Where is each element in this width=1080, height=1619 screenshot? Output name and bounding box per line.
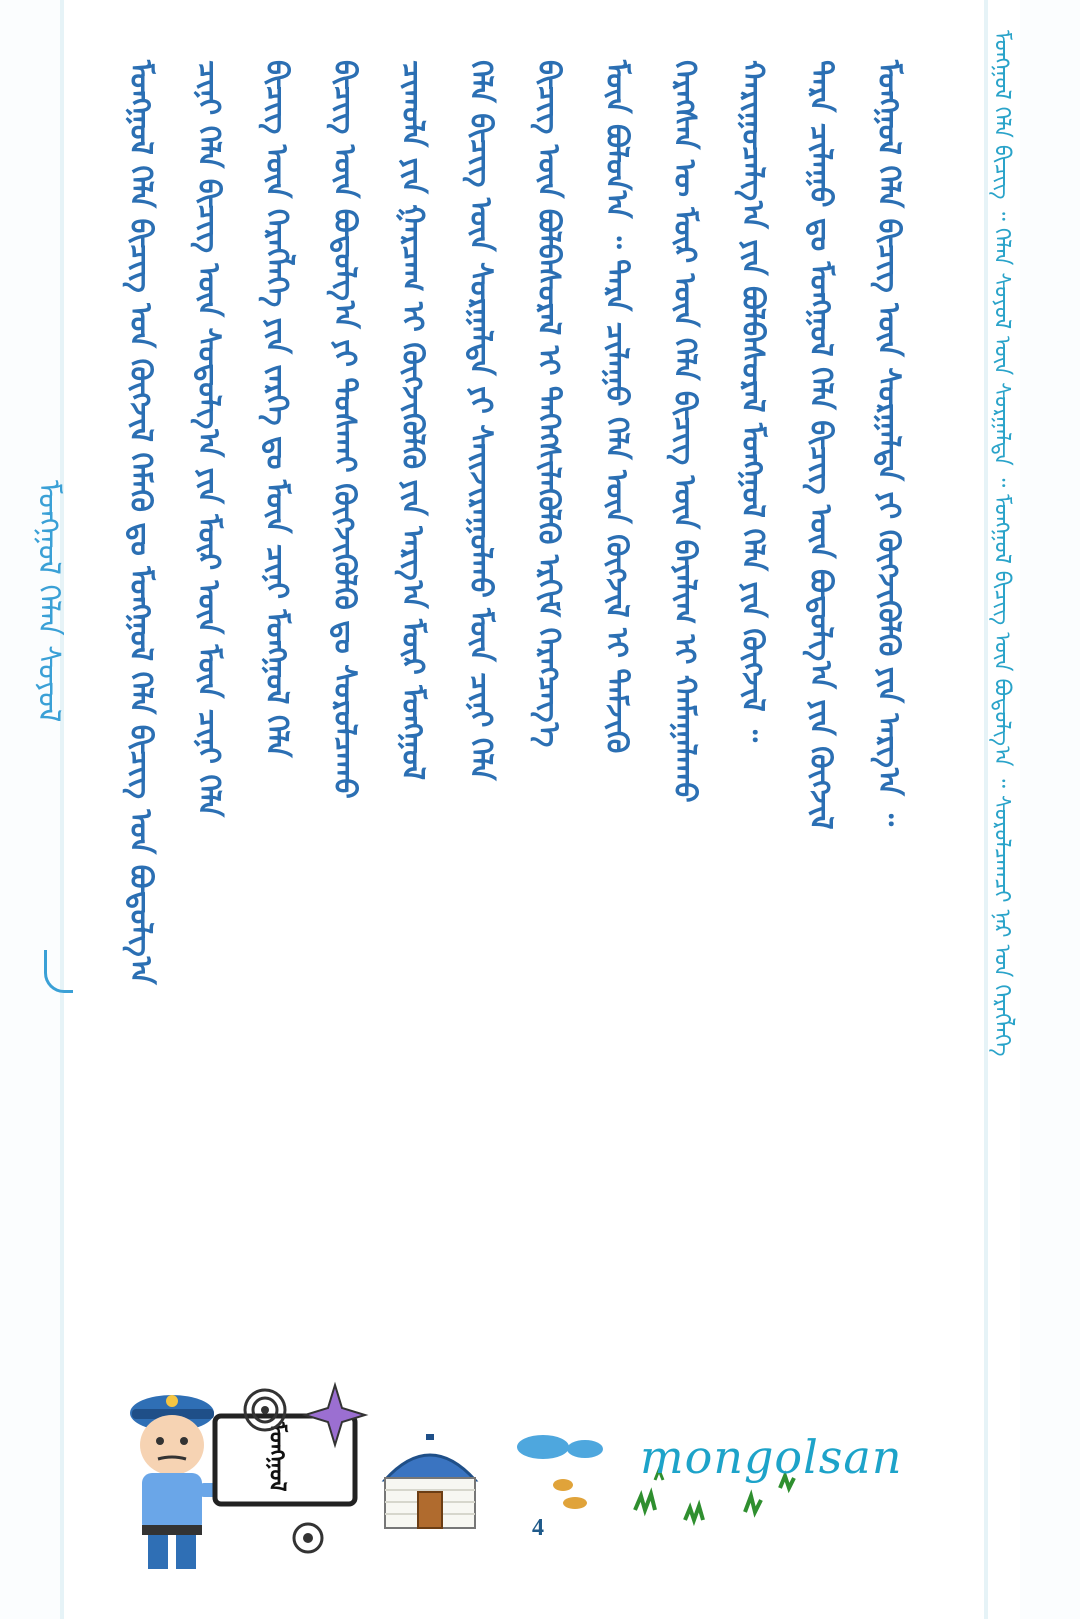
body-column: ᠬᠠᠷᠢᠭᠤᠴᠠᠯᠭ᠎ᠠ ᠶᠢᠨ ᠪᠣᠯᠪᠠᠰᠤᠷᠠᠯ ᠮᠣᠩᠭᠣᠯ ᠬᠡᠯᠡ ᠶᠢᠨ ᠬᠥᠭᠵᠢᠯ ᠃ <box>735 60 770 742</box>
spiral-icon <box>290 1520 326 1556</box>
brand-logo-text: mongolsan <box>640 1430 903 1484</box>
right-margin <box>1020 0 1080 1619</box>
body-column: ᠲᠡᠷᠡ ᠴᠢᠯᠠᠭᠤ ᠳᠤ ᠮᠣᠩᠭᠣᠯ ᠬᠡᠯᠡ ᠪᠢᠴᠢᠭ ᠦᠨ ᠪᠣᠳᠣᠯᠭ᠎ᠠ ᠶᠢᠨ ᠬᠥᠭᠵᠢᠯ <box>803 60 838 830</box>
footer-text: ᠮᠣᠩᠭᠣᠯ ᠬᠡᠯᠡ ᠪᠢᠴᠢᠭ ᠃ ᠬᠡᠯᠡᠨ ᠰᠣᠶᠣᠯ ᠦᠨ ᠰᠤᠷᠭᠠᠯᠲᠠ ᠃ ᠮᠣᠩᠭᠣᠯ ᠪᠢᠴᠢᠭ ᠦᠨ ᠪᠣᠳᠣᠯᠭ᠎ᠠ ᠃ ᠰᠤᠷᠤᠯᠴᠠᠭᠴᠢ ᠨᠠᠷ ᠤᠨ ᠬᠡᠷᠡᠭᠯᠡᠭᠡ <box>989 30 1014 1057</box>
spiral-icon <box>240 1385 290 1435</box>
body-column: ᠴᠢᠬᠤᠯᠠ ᠶᠢᠨ ᠭᠠᠷᠴᠠᠭ ᠢ ᠬᠥᠭᠵᠢᠭᠦᠯᠬᠦ ᠶᠢᠨ ᠠᠷᠭ᠎ᠠ ᠮᠥᠷ ᠮᠣᠩᠭᠣᠯ <box>395 60 430 781</box>
body-column: ᠮᠥᠨ ᠪᠣᠯᠣᠨ᠎ᠠ ᠃ ᠲᠡᠷᠡ ᠴᠢᠯᠠᠭᠤ ᠬᠡᠯᠡ ᠦᠨ ᠬᠥᠭᠵᠢᠯ ᠢ ᠳᠡᠮᠵᠢᠬᠦ <box>599 60 634 754</box>
page-title <box>22 480 82 980</box>
title-swirl-icon <box>44 950 73 993</box>
body-column: ᠬᠡᠷᠡᠭᠰᠡᠨ ᠦ ᠮᠥᠷ ᠦᠨ ᠬᠡᠯᠡ ᠪᠢᠴᠢᠭ ᠦᠨ ᠪᠠᠶᠠᠯᠢᠭ ᠢ ᠬᠠᠮᠠᠭᠠᠯᠠᠬᠤ <box>667 60 702 803</box>
page-number: 4 <box>532 1515 544 1541</box>
stones-icon <box>545 1475 595 1520</box>
sparkle-icon <box>300 1380 370 1450</box>
body-column: ᠪᠢᠴᠢᠭ ᠦᠨ ᠪᠣᠳᠣᠯᠭ᠎ᠠ ᠶᠢ ᠲᠤᠰᠬᠠᠢ ᠬᠥᠭᠵᠢᠭᠦᠯᠬᠦ ᠳᠤ ᠰᠤᠷᠤᠯᠴᠠᠬᠤ <box>327 60 362 799</box>
body-column: ᠬᠡᠯᠡ ᠪᠢᠴᠢᠭ ᠦᠨ ᠰᠤᠷᠭᠠᠯᠲᠠ ᠶᠢ ᠰᠠᠢᠵᠢᠷᠠᠭᠤᠯᠬᠤ ᠮᠥᠨ ᠴᠢᠨᠢ ᠬᠡᠯᠡ <box>463 60 498 781</box>
body-column: ᠪᠢᠴᠢᠭ ᠦᠨ ᠬᠡᠷᠡᠭᠯᠡᠭᠡ ᠶᠢᠨ ᠵᠡᠷᠭᠡ ᠳᠤ ᠮᠥᠨ ᠴᠢᠨᠢ ᠮᠣᠩᠭᠣᠯ ᠬᠡᠯᠡ <box>259 60 294 758</box>
body-column: ᠮᠣᠩᠭᠣᠯ ᠬᠡᠯᠡ ᠪᠢᠴᠢᠭ ᠦᠨ ᠰᠤᠷᠭᠠᠯᠲᠠ ᠶᠢ ᠬᠥᠭᠵᠢᠭᠦᠯᠬᠦ ᠶᠢᠨ ᠠᠷᠭ᠎ᠠ ᠃ <box>871 60 906 826</box>
body-column: ᠴᠢᠨᠢ ᠬᠡᠯᠡ ᠪᠢᠴᠢᠭ ᠦᠨ ᠰᠤᠳᠤᠯᠭ᠎ᠠ ᠶᠢᠨ ᠮᠥᠷ ᠦᠨ ᠮᠥᠨ ᠴᠢᠨᠢ ᠬᠡᠯᠡ <box>191 60 226 818</box>
body-column: ᠪᠢᠴᠢᠭ ᠦᠨ ᠪᠣᠯᠪᠠᠰᠤᠷᠠᠯ ᠢ ᠳᠡᠭᠡᠭᠰᠢᠯᠡᠭᠦᠯᠬᠦ ᠡᠷᠬᠢᠮ ᠬᠡᠷᠡᠭᠴᠡᠭ᠎ᠡ <box>531 60 566 748</box>
yurt-icon <box>370 1420 490 1540</box>
sign-text: ᠮᠣᠩᠭᠣᠯ <box>264 1422 289 1492</box>
cloud-icon <box>515 1425 610 1465</box>
page-title-text: ᠮᠣᠩᠭᠣᠯ ᠬᠡᠯᠡᠨ ᠰᠣᠶᠣᠯ <box>31 480 66 723</box>
body-column: ᠮᠣᠩᠭᠣᠯ ᠬᠡᠯᠡ ᠪᠢᠴᠢᠭ ᠤᠨ ᠬᠥᠭᠵᠢᠯ ᠬᠡᠮᠡᠬᠦ ᠳᠤ ᠮᠣᠩᠭᠣᠯ ᠬᠡᠯᠡ ᠪᠢᠴᠢᠭ ᠤᠨ ᠪᠣᠳᠣᠯᠭ᠎ᠠ <box>123 60 158 985</box>
